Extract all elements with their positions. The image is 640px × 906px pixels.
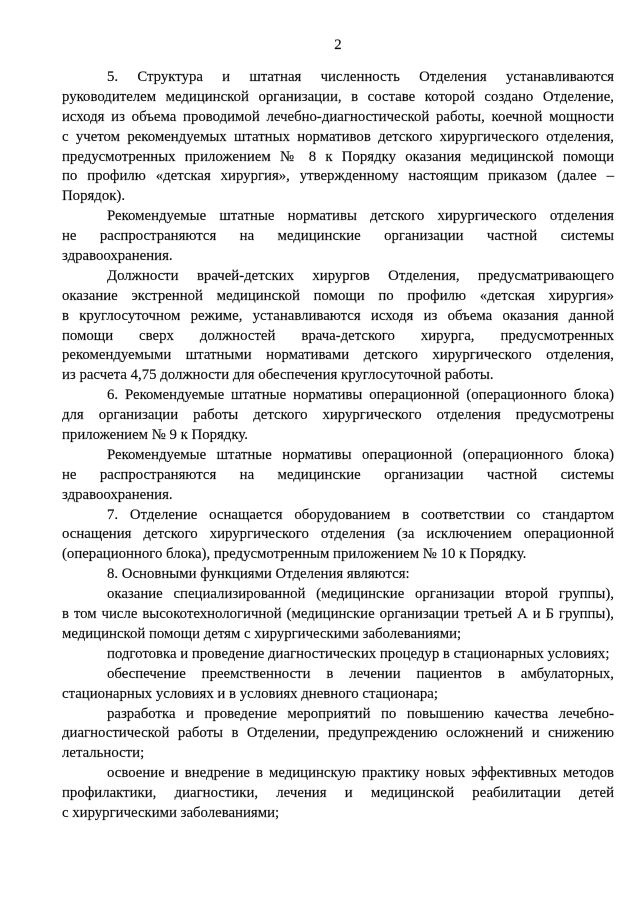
text-line: обеспечение преемственности в лечении пациентов в амбулаторных, xyxy=(107,665,614,682)
text-line: с хирургическими заболеваниями; xyxy=(62,804,280,821)
paragraph-7-equipment xyxy=(62,506,614,566)
text-line: здравоохранения. xyxy=(62,486,173,503)
text-line: 8. Основными функциями Отделения являются: xyxy=(107,566,410,583)
text-line: помощи сверх должностей врача-детского хирурга, предусмотренных xyxy=(62,327,614,344)
text-line: здравоохранения. xyxy=(62,248,173,265)
text-line: освоение и внедрение в медицинскую практику новых эффективных методов xyxy=(107,765,614,782)
paragraph-operating-unit-norms-exclusion xyxy=(62,446,614,506)
text-line: не распространяются на медицинские организации частной системы xyxy=(62,228,614,245)
paragraph-8-functions-heading xyxy=(62,565,614,585)
text-line: стационарных условиях и в условиях дневного стационара; xyxy=(62,685,438,702)
text-line: в круглосуточном режиме, устанавливаются исходя из объема оказания данной xyxy=(62,307,614,324)
paragraph-staffing-norms-exclusion xyxy=(62,207,614,267)
function-item-new-methods xyxy=(62,764,614,824)
function-item-quality-improvement xyxy=(62,705,614,765)
text-line: оснащения детского хирургического отделения (за исключением операционной xyxy=(62,526,614,543)
page-number: 2 xyxy=(334,37,342,53)
text-line: для организации работы детского хирургического отделения предусмотрены xyxy=(62,407,614,424)
text-line: оказание специализированной (медицинские организации второй группы), xyxy=(107,586,614,603)
text-line: рекомендуемыми штатными нормативами детского хирургического отделения, xyxy=(62,347,614,364)
document-body xyxy=(62,68,614,824)
text-line: Рекомендуемые штатные нормативы детского хирургического отделения xyxy=(107,208,614,225)
text-line: 5. Структура и штатная численность Отделения устанавливаются xyxy=(107,69,614,85)
function-item-diagnostic-procedures xyxy=(62,645,614,665)
text-line: предусмотренных приложением № 8 к Порядку оказания медицинской помощи xyxy=(62,148,614,165)
paragraph-5-structure-staffing xyxy=(62,68,614,207)
text-line: с учетом рекомендуемых штатных нормативов детского хирургического отделения, xyxy=(62,128,614,145)
text-line: руководителем медицинской организации, в составе которой создано Отделение, xyxy=(62,88,614,105)
text-line: 7. Отделение оснащается оборудованием в соответствии со стандартом xyxy=(107,506,614,523)
text-line: Должности врачей-детских хирургов Отделения, предусматривающего xyxy=(107,267,614,284)
text-line: профилактики, диагностики, лечения и медицинской реабилитации детей xyxy=(62,785,614,802)
text-line: не распространяются на медицинские организации частной системы xyxy=(62,466,614,483)
text-line: подготовка и проведение диагностических процедур в стационарных условиях; xyxy=(107,645,610,662)
text-line: диагностической работы в Отделении, предупреждению осложнений и снижению xyxy=(62,725,614,742)
text-line: из расчета 4,75 должности для обеспечения круглосуточной работы. xyxy=(62,367,494,384)
paragraph-6-operating-unit-norms xyxy=(62,386,614,446)
text-line: по профилю «детская хирургия», утвержденному настоящим приказом (далее – xyxy=(62,168,614,185)
text-line: летальности; xyxy=(62,745,145,762)
text-line: 6. Рекомендуемые штатные нормативы операционной (операционного блока) xyxy=(107,387,614,404)
text-line: исходя из объема проводимой лечебно-диагностической работы, коечной мощности xyxy=(62,108,614,125)
text-line: приложением № 9 к Порядку. xyxy=(62,427,248,444)
text-line: в том числе высокотехнологичной (медицинские организации третьей А и Б группы), xyxy=(62,606,614,623)
text-line: разработка и проведение мероприятий по повышению качества лечебно- xyxy=(107,705,614,722)
text-line: Рекомендуемые штатные нормативы операционной (операционного блока) xyxy=(107,446,614,463)
text-line: оказание экстренной медицинской помощи по профилю «детская хирургия» xyxy=(62,287,614,304)
text-line: медицинской помощи детям с хирургическими заболеваниями; xyxy=(62,625,462,642)
paragraph-surgeon-positions xyxy=(62,267,614,386)
text-line: (операционного блока), предусмотренным приложением № 10 к Порядку. xyxy=(62,546,527,563)
function-item-continuity-of-care xyxy=(62,665,614,705)
function-item-specialized-care xyxy=(62,585,614,645)
text-line: Порядок). xyxy=(62,188,126,205)
